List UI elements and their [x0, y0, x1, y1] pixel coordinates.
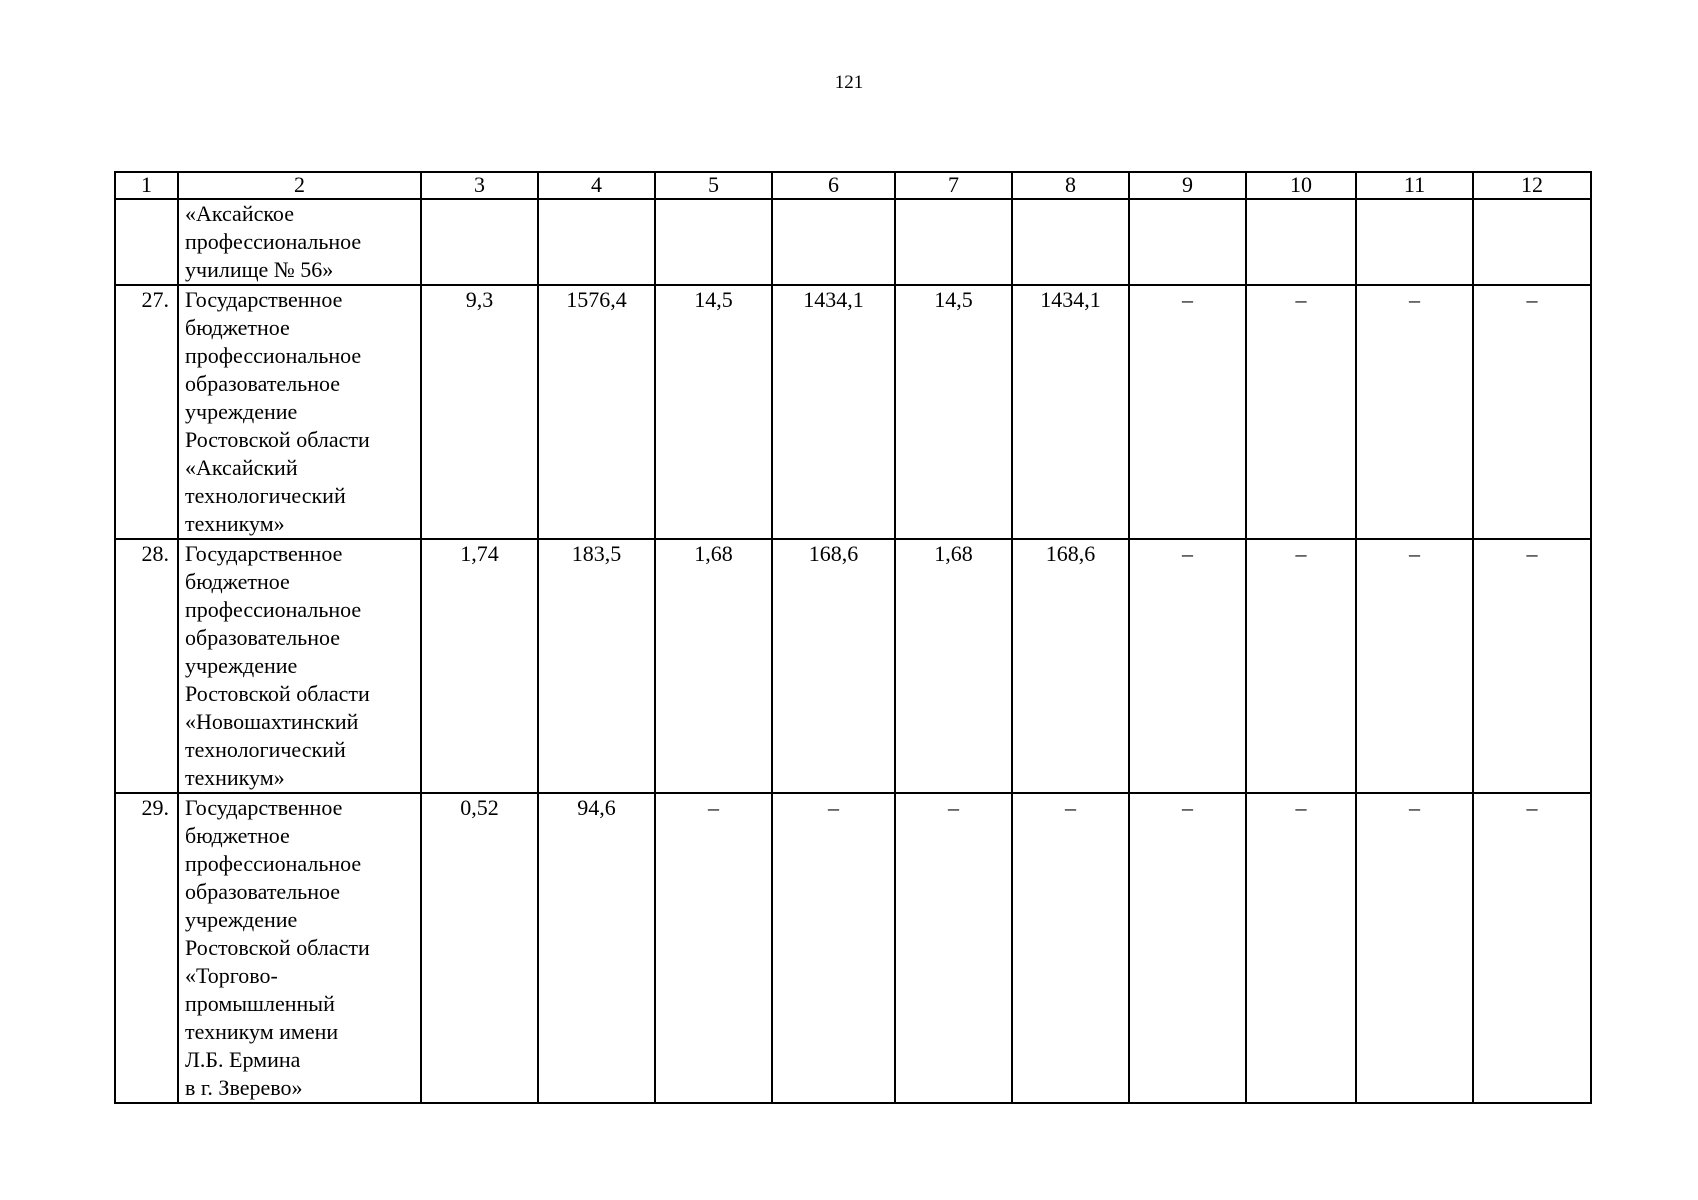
header-cell: 10 [1246, 172, 1356, 199]
value-cell: – [1246, 539, 1356, 793]
header-cell: 3 [421, 172, 538, 199]
name-line: бюджетное [185, 315, 290, 340]
header-cell: 11 [1356, 172, 1473, 199]
name-line: учреждение [185, 399, 298, 424]
value-cell: – [1012, 793, 1129, 1103]
name-line: профессиональное [185, 343, 362, 368]
value-cell [655, 199, 772, 285]
value-cell: 1576,4 [538, 285, 655, 539]
table-row [115, 539, 1591, 793]
value-cell: 14,5 [655, 285, 772, 539]
data-table [114, 171, 1592, 1104]
value-cell: 1,74 [421, 539, 538, 793]
header-cell: 2 [178, 172, 421, 199]
name-line: училище № 56» [185, 257, 334, 282]
table-header-row [115, 172, 1591, 199]
organization-name-cell [178, 539, 421, 793]
name-line: образовательное [185, 371, 341, 396]
value-cell: 0,52 [421, 793, 538, 1103]
value-cell: – [772, 793, 895, 1103]
row-number-cell: 29. [115, 793, 178, 1103]
value-cell [1012, 199, 1129, 285]
header-cell: 1 [115, 172, 178, 199]
name-line: технологический [185, 483, 346, 508]
row-number-cell [115, 199, 178, 285]
name-line: Л.Б. Ермина [185, 1047, 301, 1072]
row-number-cell: 28. [115, 539, 178, 793]
header-cell: 6 [772, 172, 895, 199]
name-line: техникум» [185, 765, 285, 790]
name-line: технологический [185, 737, 346, 762]
value-cell [772, 199, 895, 285]
header-cell: 12 [1473, 172, 1591, 199]
value-cell: – [1129, 539, 1246, 793]
value-cell: 1434,1 [772, 285, 895, 539]
name-line: в г. Зверево» [185, 1075, 303, 1100]
name-line: профессиональное [185, 229, 362, 254]
value-cell [421, 199, 538, 285]
name-line: учреждение [185, 907, 298, 932]
organization-name-cell [178, 199, 421, 285]
name-line: Ростовской области [185, 681, 370, 706]
value-cell: 168,6 [772, 539, 895, 793]
value-cell: 1,68 [895, 539, 1012, 793]
value-cell: – [1356, 539, 1473, 793]
value-cell: – [1356, 285, 1473, 539]
name-line: бюджетное [185, 569, 290, 594]
name-line: образовательное [185, 625, 341, 650]
value-cell: 9,3 [421, 285, 538, 539]
value-cell: 168,6 [1012, 539, 1129, 793]
name-line: техникум имени [185, 1019, 339, 1044]
value-cell [1246, 199, 1356, 285]
value-cell [1129, 199, 1246, 285]
value-cell: – [895, 793, 1012, 1103]
header-cell: 4 [538, 172, 655, 199]
value-cell: – [1246, 285, 1356, 539]
value-cell: 1,68 [655, 539, 772, 793]
value-cell: – [1246, 793, 1356, 1103]
value-cell [1356, 199, 1473, 285]
name-line: «Торгово- [185, 963, 278, 988]
value-cell: – [1473, 539, 1591, 793]
header-cell: 8 [1012, 172, 1129, 199]
value-cell: – [1473, 285, 1591, 539]
organization-name-cell [178, 793, 421, 1103]
name-line: Государственное [185, 541, 343, 566]
table-row [115, 285, 1591, 539]
value-cell [895, 199, 1012, 285]
name-line: образовательное [185, 879, 341, 904]
name-line: профессиональное [185, 597, 362, 622]
name-line: «Новошахтинский [185, 709, 359, 734]
name-line: учреждение [185, 653, 298, 678]
header-cell: 9 [1129, 172, 1246, 199]
value-cell [538, 199, 655, 285]
name-line: «Аксайский [185, 455, 298, 480]
value-cell: 94,6 [538, 793, 655, 1103]
name-line: «Аксайское [185, 201, 294, 226]
name-line: Ростовской области [185, 427, 370, 452]
name-line: промышленный [185, 991, 335, 1016]
value-cell: – [1473, 793, 1591, 1103]
value-cell: – [1129, 285, 1246, 539]
table-row [115, 199, 1591, 285]
header-cell: 5 [655, 172, 772, 199]
name-line: Ростовской области [185, 935, 370, 960]
name-line: техникум» [185, 511, 285, 536]
value-cell: – [655, 793, 772, 1103]
value-cell: – [1129, 793, 1246, 1103]
name-line: профессиональное [185, 851, 362, 876]
value-cell [1473, 199, 1591, 285]
value-cell: – [1356, 793, 1473, 1103]
header-cell: 7 [895, 172, 1012, 199]
table-row [115, 793, 1591, 1103]
name-line: Государственное [185, 287, 343, 312]
row-number-cell: 27. [115, 285, 178, 539]
name-line: Государственное [185, 795, 343, 820]
organization-name-cell [178, 285, 421, 539]
value-cell: 1434,1 [1012, 285, 1129, 539]
name-line: бюджетное [185, 823, 290, 848]
value-cell: 14,5 [895, 285, 1012, 539]
value-cell: 183,5 [538, 539, 655, 793]
page-number: 121 [834, 72, 864, 93]
